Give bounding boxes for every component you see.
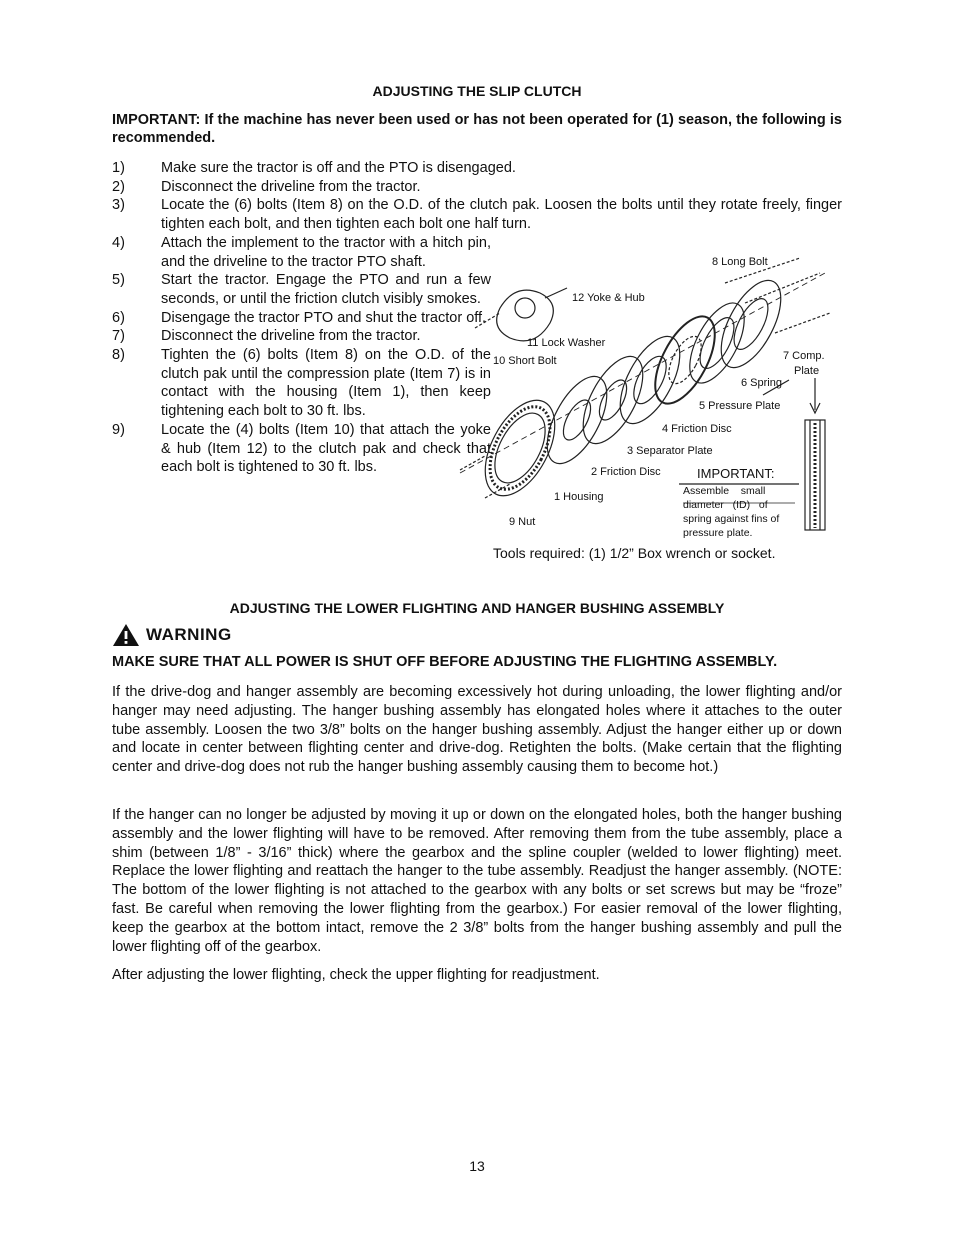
label-comp-plate-2: Plate (794, 365, 820, 377)
important-note: IMPORTANT: If the machine has never been used or has not been operated for (1) season, the following is recommended. (112, 112, 842, 146)
step-text: Locate the (4) bolts (Item 10) that attach the yoke & hub (Item 12) to the clutch pak and check that each bolt is tightened to 30 ft. lbs. (161, 421, 491, 476)
label-friction-disc-4: 4 Friction Disc (662, 423, 732, 435)
step-text: Disconnect the driveline from the tractor. (161, 178, 421, 195)
paragraph-1: If the drive-dog and hanger assembly are becoming excessively hot during unloading, the lower flighting and/or hanger may need adjusting. The hanger bushing assembly has elongated holes where it attaches to the outer tube assembly. Loosen the two 3/8” bolts on the hanger bushing assembly. Adjust the hanger either up or down and locate in center between flighting center and drive-dog. Retighten the bolts. (Make certain that the flighting center and drive-dog does not rub the hanger bushing assembly causing them to become hot.) (112, 684, 842, 776)
label-yoke-hub: 12 Yoke & Hub (572, 292, 645, 304)
step-text: Tighten the (6) bolts (Item 8) on the O.D. of the clutch pak until the compression plate (Item 7) is in contact with the housing (Item 1), then keep tightening each bolt to 30 ft. lbs. (161, 347, 491, 420)
note-line-2: diameter (ID) of (683, 499, 768, 511)
label-friction-disc-2: 2 Friction Disc (591, 466, 661, 478)
warning-header (112, 622, 232, 648)
label-nut: 9 Nut (509, 516, 536, 528)
warning-triangle-icon (112, 623, 140, 647)
step-text: Make sure the tractor is off and the PTO is disengaged. (161, 160, 516, 176)
label-long-bolt: 8 Long Bolt (712, 256, 768, 268)
paragraph-2: If the hanger can no longer be adjusted by moving it up or down on the elongated holes, both the hanger bushing assembly and the lower flighting will have to be removed. After removing them from the tube assembly, place a shim (between 1/8” - 3/16” thick) where the gearbox and the spline coupler (welded to lower flighting) meet. Replace the lower flighting and reattach the hanger to the tube assembly. Readjust the hanger assembly. (NOTE: The bottom of the lower flighting is not attached to the gearbox with any bolts or set screws but may be “froze” fast. Be careful when removing the lower flighting from the gearbox.) For easier removal of the lower flighting, keep the gearbox at the bottom intact, remove the 2 3/8” bolts from the hanger bushing assembly and pull the lower flighting off of the gearbox. (112, 807, 842, 955)
step-text: Disengage the tractor PTO and shut the tractor off. (161, 309, 487, 326)
note-title: IMPORTANT: (697, 466, 775, 481)
step-1 (112, 159, 842, 178)
label-pressure-plate: 5 Pressure Plate (699, 400, 781, 412)
label-comp-plate: 7 Comp. (783, 350, 825, 362)
step-number: 6) (112, 309, 125, 326)
step-text: Disconnect the driveline from the tractor. (161, 328, 421, 345)
section-title-lower-flighting: ADJUSTING THE LOWER FLIGHTING AND HANGER BUSHING ASSEMBLY (229, 600, 725, 616)
step-number: 3) (112, 197, 125, 214)
page-number: 13 (469, 1158, 485, 1174)
step-number: 1) (112, 160, 125, 176)
section-title-slip-clutch: ADJUSTING THE SLIP CLUTCH (372, 83, 582, 99)
tools-required: Tools required: (1) 1/2” Box wrench or socket. (493, 545, 776, 561)
label-separator-plate: 3 Separator Plate (627, 445, 713, 457)
step-number: 5) (112, 272, 125, 289)
step-number: 9) (112, 421, 125, 438)
step-text: Start the tractor. Engage the PTO and run a few seconds, or until the friction clutch visibly smokes. (161, 272, 491, 307)
slip-clutch-exploded-diagram (455, 248, 845, 548)
label-short-bolt: 10 Short Bolt (493, 355, 557, 367)
label-lock-washer: 11 Lock Washer (527, 337, 606, 349)
step-number: 8) (112, 347, 125, 364)
step-3 (112, 196, 842, 233)
note-line-4: pressure plate. (683, 527, 753, 539)
step-number: 2) (112, 178, 125, 195)
note-line-1: Assemble small (683, 485, 766, 497)
step-text: Attach the implement to the tractor with a hitch pin, and the driveline to the tractor PTO shaft. (161, 234, 491, 270)
step-number: 4) (112, 234, 125, 251)
step-2 (112, 178, 842, 197)
note-line-3: spring against fins of (683, 513, 780, 525)
label-housing: 1 Housing (554, 491, 604, 503)
warning-word: WARNING (146, 625, 232, 644)
step-number: 7) (112, 328, 125, 345)
label-spring: 6 Spring (741, 377, 782, 389)
paragraph-3: After adjusting the lower flighting, check the upper flighting for readjustment. (112, 967, 600, 983)
step-text: Locate the (6) bolts (Item 8) on the O.D. of the clutch pak. Loosen the bolts until they rotate freely, finger tighten each bolt, and then tighten each bolt one half turn. (161, 197, 842, 233)
warning-text: MAKE SURE THAT ALL POWER IS SHUT OFF BEFORE ADJUSTING THE FLIGHTING ASSEMBLY. (112, 654, 778, 670)
